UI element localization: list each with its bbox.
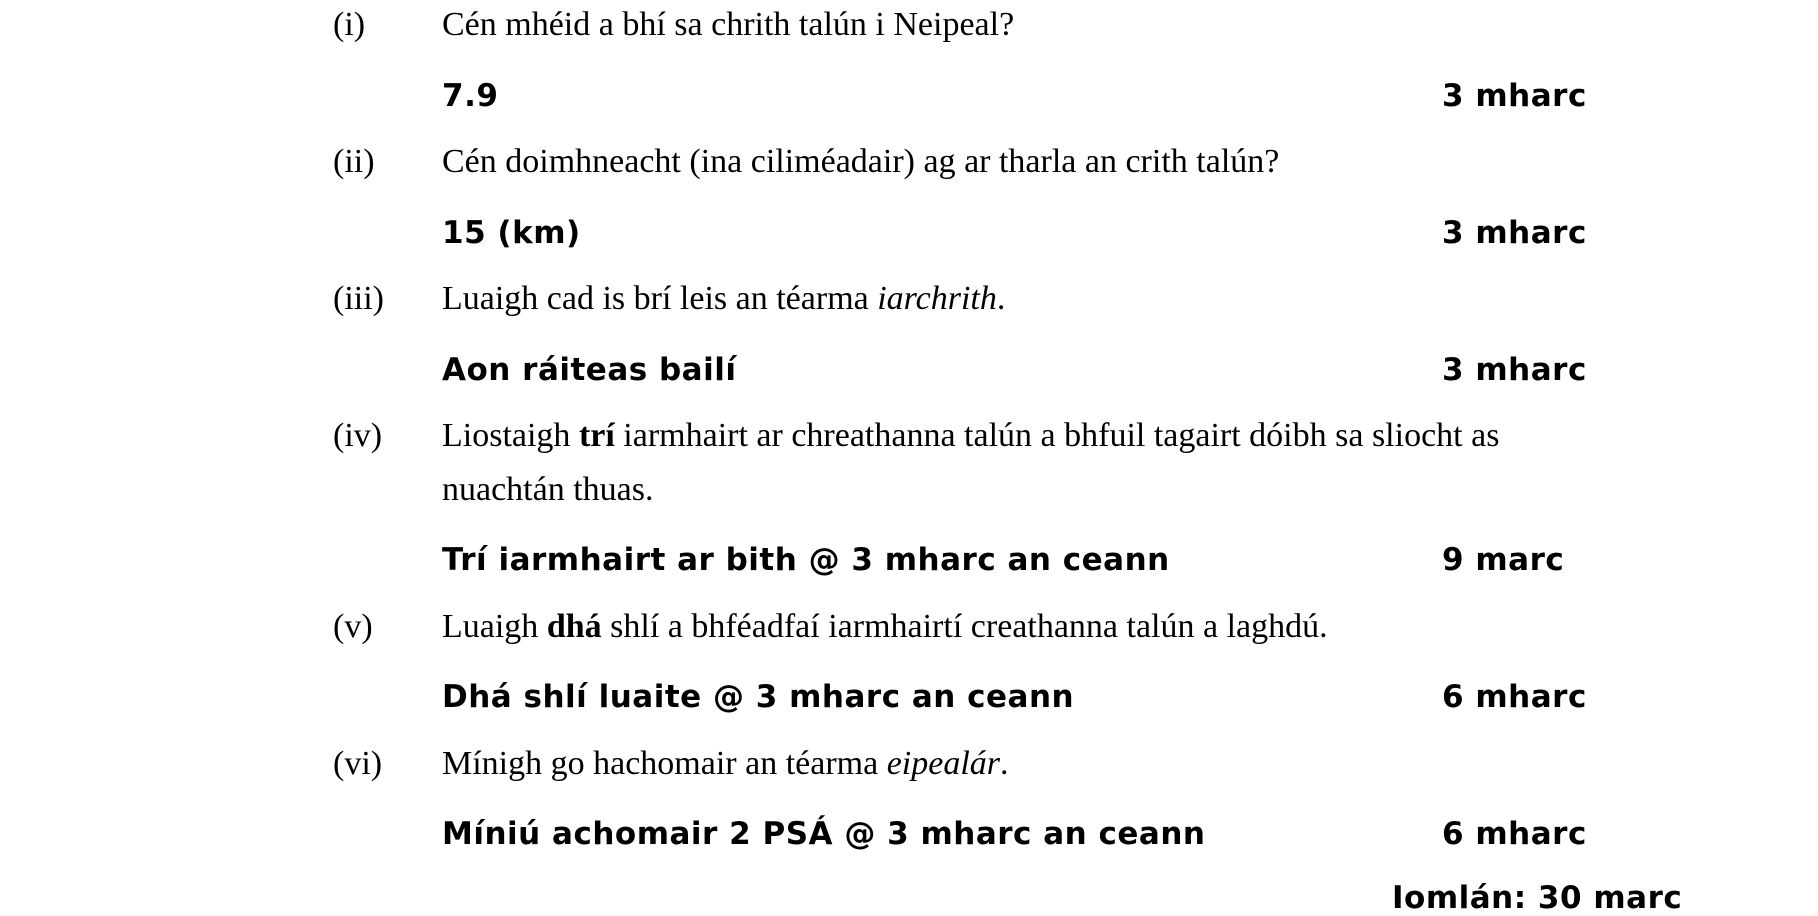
marks-label: 3 mharc bbox=[1442, 78, 1587, 114]
question-text bbox=[442, 737, 1622, 791]
question-number: (iii) bbox=[333, 280, 384, 317]
question-text-part: shlí a bhféadfaí iarmhairtí creathanna talún a laghdú. bbox=[601, 608, 1328, 645]
question-number: (vi) bbox=[333, 745, 383, 782]
question-term: eipealár bbox=[886, 745, 1001, 782]
question-text-part: . bbox=[996, 280, 1006, 317]
marks-label: 6 mharc bbox=[1442, 679, 1587, 715]
question-text-part: Mínigh go hachomair an téarma bbox=[442, 745, 887, 782]
question-text-part: . bbox=[1000, 745, 1009, 782]
question-term: iarchrith bbox=[877, 280, 997, 317]
question-text-part: Luaigh cad is brí leis an téarma bbox=[442, 280, 878, 317]
marks-label: 9 marc bbox=[1442, 542, 1565, 578]
marks-label: 6 mharc bbox=[1442, 816, 1587, 852]
total-marks: Iomlán: 30 marc bbox=[1392, 880, 1683, 916]
question-number: (v) bbox=[333, 608, 373, 645]
question-text-part: Luaigh bbox=[442, 608, 547, 645]
question-number: (ii) bbox=[333, 143, 375, 180]
question-text-part: iarmhairt ar chreathanna talún a bhfuil tagairt dóibh sa sliocht as nuachtán thuas. bbox=[442, 417, 1500, 509]
question-text bbox=[442, 272, 1622, 326]
question-text: Cén mhéid a bhí sa chrith talún i Neipeal? bbox=[442, 6, 1015, 43]
question-number: (i) bbox=[333, 6, 366, 43]
question-number: (iv) bbox=[333, 417, 383, 454]
answer-text: 7.9 bbox=[442, 78, 499, 114]
answer-text: Trí iarmhairt ar bith @ 3 mharc an ceann bbox=[442, 542, 1170, 578]
question-emphasis: trí bbox=[578, 417, 615, 454]
answer-text: Míniú achomair 2 PSÁ @ 3 mharc an ceann bbox=[442, 816, 1206, 852]
answer-text: 15 (km) bbox=[442, 215, 581, 251]
question-text: Cén doimhneacht (ina ciliméadair) ag ar tharla an crith talún? bbox=[442, 143, 1280, 180]
answer-text: Dhá shlí luaite @ 3 mharc an ceann bbox=[442, 679, 1075, 715]
marks-label: 3 mharc bbox=[1442, 215, 1587, 251]
question-text bbox=[442, 409, 1622, 518]
marks-label: 3 mharc bbox=[1442, 352, 1587, 388]
question-text-part: Liostaigh bbox=[442, 417, 579, 454]
question-emphasis: dhá bbox=[546, 608, 602, 645]
question-text bbox=[442, 600, 1622, 654]
answer-text: Aon ráiteas bailí bbox=[442, 352, 737, 388]
